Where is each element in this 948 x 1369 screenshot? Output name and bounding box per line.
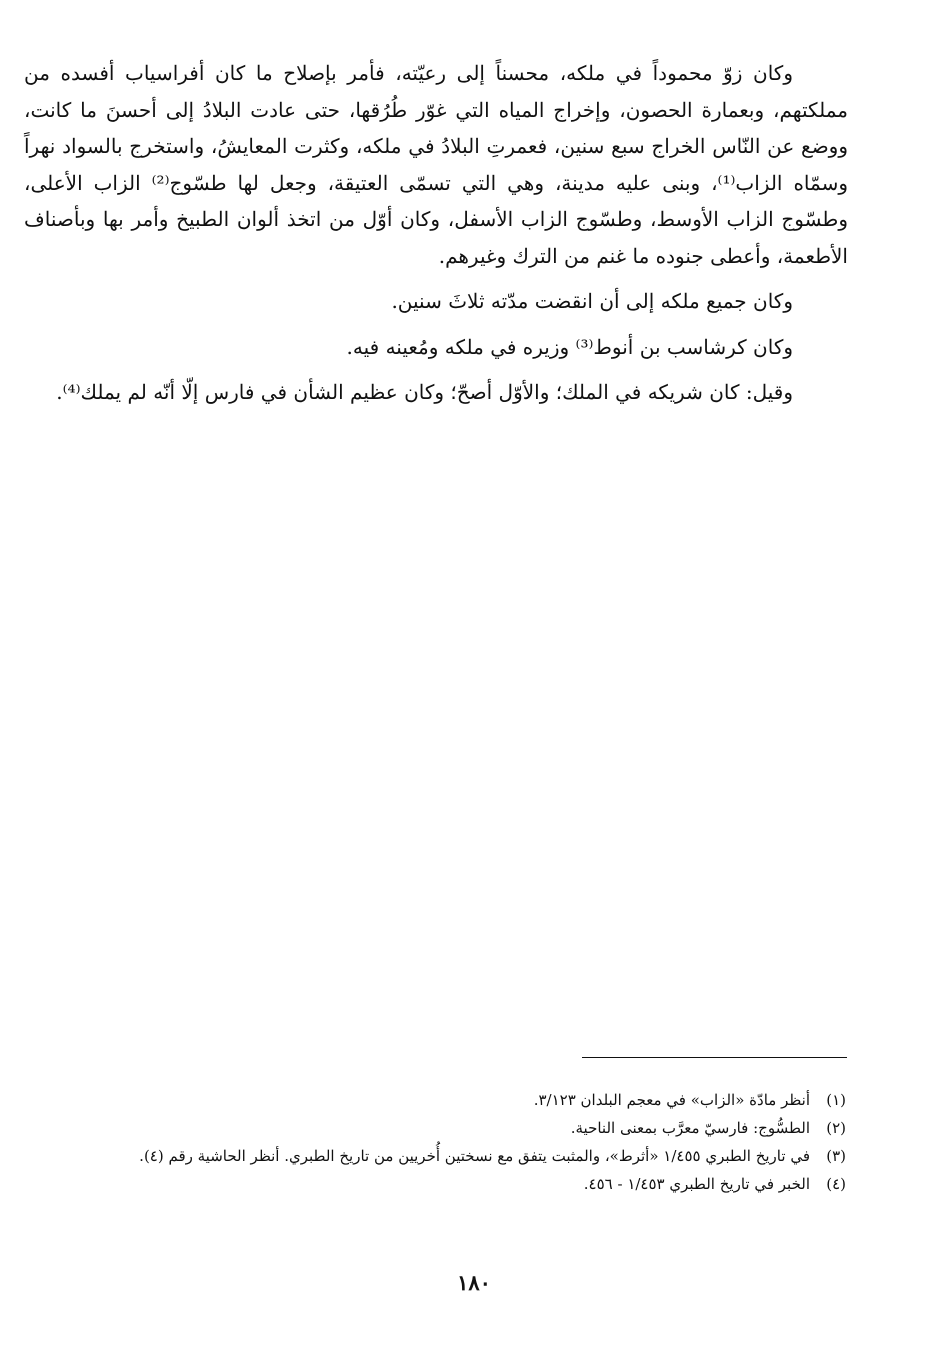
footnote-text: الخبر في تاريخ الطبري ١/٤٥٣ - ٤٥٦. xyxy=(583,1175,810,1193)
footnote-item xyxy=(16,1142,846,1170)
footnote-separator xyxy=(582,1057,847,1058)
main-text-body xyxy=(24,55,848,420)
body-paragraph: وكان زوّ محموداً في ملكه، محسناً إلى رعيّته، فأمر بإصلاح ما كان أفراسياب أفسده من مملكتهم، وبعمارة الحصون، وإخراج المياه التي غوّر طُرُقها، حتى عادت البلادُ إلى أحسنَ ما كانت، ووضع عن النّاس الخراج سبع سنين، فعمرتِ البلادُ في ملكه، وكثرت المعايشُ، واستخرج بالسواد نهراً وسمّاه الزاب⁽¹⁾، وبنى عليه مدينة، وهي التي تسمّى العتيقة، وجعل لها طسّوج⁽²⁾ الزاب الأعلى، وطسّوج الزاب الأوسط، وطسّوج الزاب الأسفل، وكان أوّل من اتخذ ألوان الطبيخ وأمر بها وبأصناف الأطعمة، وأعطى جنوده ما غنم من الترك وغيرهم. xyxy=(24,61,849,268)
footnote-item xyxy=(16,1086,846,1114)
body-paragraph: وقيل: كان شريكه في الملك؛ والأوّل أصحّ؛ وكان عظيم الشأن في فارس إلّا أنّه لم يملك⁽⁴⁾. xyxy=(56,380,793,404)
footnote-number: (٤) xyxy=(826,1175,846,1193)
footnote-item xyxy=(16,1114,846,1142)
footnote-number: (٣) xyxy=(826,1147,846,1165)
footnote-text: الطسُّوج: فارسيّ معرَّب بمعنى الناحية. xyxy=(570,1119,810,1137)
footnotes xyxy=(16,1086,846,1198)
footnote-item xyxy=(16,1170,846,1198)
page-number: ١٨٠ xyxy=(457,1270,491,1295)
body-paragraph: وكان جميع ملكه إلى أن انقضت مدّته ثلاثَ سنين. xyxy=(391,289,793,313)
body-paragraph: وكان كرشاسب بن أنوط⁽³⁾ وزيره في ملكه ومُعينه فيه. xyxy=(346,334,793,359)
footnote-number: (١) xyxy=(826,1091,846,1109)
footnote-text: أنظر مادّة «الزاب» في معجم البلدان ٣/١٢٣. xyxy=(533,1091,810,1109)
footnote-text: في تاريخ الطبري ١/٤٥٥ «أثرط»، والمثبت يتفق مع نسختين أُخريين من تاريخ الطبري. أنظر الحاشية رقم (٤). xyxy=(139,1147,810,1165)
footnote-number: (٢) xyxy=(826,1119,846,1137)
